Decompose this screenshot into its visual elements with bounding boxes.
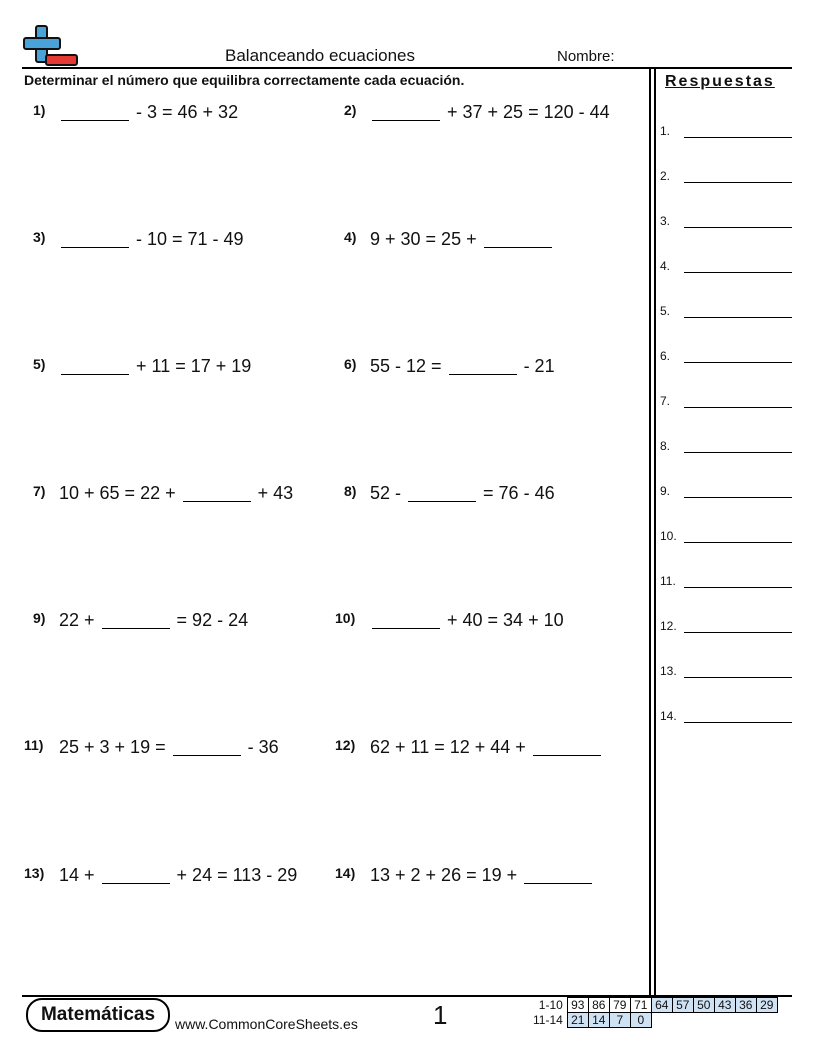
answer-blank[interactable] bbox=[61, 104, 129, 121]
problem-text-after: + 11 = 17 + 19 bbox=[131, 356, 252, 376]
answer-blank[interactable] bbox=[524, 867, 592, 884]
answer-line[interactable] bbox=[684, 137, 792, 138]
problem-text-after: = 92 - 24 bbox=[171, 610, 249, 630]
problem-number: 9) bbox=[33, 610, 46, 626]
answer-blank[interactable] bbox=[183, 485, 251, 502]
answer-column-divider-left bbox=[649, 67, 651, 997]
answer-line[interactable] bbox=[684, 632, 792, 633]
score-key-label: 1-10 bbox=[538, 998, 563, 1012]
answer-number: 10. bbox=[660, 529, 677, 543]
score-key-label: 11-14 bbox=[533, 1013, 563, 1027]
problem-7 bbox=[33, 483, 293, 504]
answer-row bbox=[660, 439, 792, 459]
answer-row bbox=[660, 484, 792, 504]
answer-number: 1. bbox=[660, 124, 671, 138]
score-key-cell: 93 bbox=[567, 998, 588, 1013]
answer-blank[interactable] bbox=[449, 358, 517, 375]
answer-row bbox=[660, 349, 792, 369]
answer-blank[interactable] bbox=[61, 231, 129, 248]
problem-number: 5) bbox=[33, 356, 46, 372]
answer-row bbox=[660, 709, 792, 729]
score-key-empty bbox=[693, 1013, 714, 1028]
score-key-empty bbox=[672, 1013, 693, 1028]
problem-6 bbox=[344, 356, 555, 377]
answer-line[interactable] bbox=[684, 317, 792, 318]
answer-blank[interactable] bbox=[484, 231, 552, 248]
score-key-cell: 71 bbox=[630, 998, 651, 1013]
score-key-cell: 29 bbox=[756, 998, 777, 1013]
problem-14 bbox=[335, 865, 594, 886]
score-key-cell: 43 bbox=[714, 998, 735, 1013]
problem-9 bbox=[33, 610, 248, 631]
answer-number: 7. bbox=[660, 394, 671, 408]
score-key-empty bbox=[735, 1013, 756, 1028]
answer-blank[interactable] bbox=[102, 612, 170, 629]
problem-text-after: - 21 bbox=[518, 356, 555, 376]
problem-number: 11) bbox=[24, 737, 44, 753]
problem-number: 6) bbox=[344, 356, 357, 372]
answer-row bbox=[660, 304, 792, 324]
name-label: Nombre: bbox=[557, 48, 615, 65]
answer-blank[interactable] bbox=[408, 485, 476, 502]
problem-text-after: = 76 - 46 bbox=[478, 483, 555, 503]
answer-blank[interactable] bbox=[173, 739, 241, 756]
problem-text-after: - 3 = 46 + 32 bbox=[131, 102, 239, 122]
answer-number: 5. bbox=[660, 304, 671, 318]
problem-8 bbox=[344, 483, 555, 504]
score-key-cell: 57 bbox=[672, 998, 693, 1013]
answer-number: 9. bbox=[660, 484, 671, 498]
answer-row bbox=[660, 394, 792, 414]
problem-10 bbox=[335, 610, 564, 631]
score-key-row bbox=[530, 998, 777, 1013]
problem-text-before: 9 + 30 = 25 + bbox=[370, 229, 482, 249]
problem-number: 3) bbox=[33, 229, 46, 245]
problem-number: 10) bbox=[335, 610, 356, 626]
answer-number: 2. bbox=[660, 169, 671, 183]
problem-number: 7) bbox=[33, 483, 46, 499]
answer-row bbox=[660, 574, 792, 594]
header-divider bbox=[22, 67, 792, 69]
answer-line[interactable] bbox=[684, 407, 792, 408]
score-key-row bbox=[530, 1013, 777, 1028]
website-url[interactable]: www.CommonCoreSheets.es bbox=[175, 1016, 358, 1032]
score-key-empty bbox=[651, 1013, 672, 1028]
answer-line[interactable] bbox=[684, 542, 792, 543]
score-key-cell: 50 bbox=[693, 998, 714, 1013]
answer-blank[interactable] bbox=[533, 739, 601, 756]
problem-text-before: 55 - 12 = bbox=[370, 356, 447, 376]
answer-line[interactable] bbox=[684, 182, 792, 183]
answer-number: 8. bbox=[660, 439, 671, 453]
answer-row bbox=[660, 529, 792, 549]
problem-text-after: + 40 = 34 + 10 bbox=[442, 610, 564, 630]
problem-text-before: 10 + 65 = 22 + bbox=[59, 483, 181, 503]
score-key-cell: 36 bbox=[735, 998, 756, 1013]
answer-number: 11. bbox=[660, 574, 676, 588]
problem-text-before: 13 + 2 + 26 = 19 + bbox=[370, 865, 523, 885]
problem-number: 8) bbox=[344, 483, 357, 499]
answer-line[interactable] bbox=[684, 677, 792, 678]
problem-2 bbox=[344, 102, 610, 123]
problem-text-before: 14 + bbox=[59, 865, 100, 885]
problem-text-before: 62 + 11 = 12 + 44 + bbox=[370, 737, 531, 757]
answer-row bbox=[660, 214, 792, 234]
answer-number: 12. bbox=[660, 619, 677, 633]
answer-number: 6. bbox=[660, 349, 671, 363]
answers-title: Respuestas bbox=[665, 73, 775, 90]
answer-line[interactable] bbox=[684, 587, 792, 588]
score-key-empty bbox=[714, 1013, 735, 1028]
problem-3 bbox=[33, 229, 244, 250]
problem-13 bbox=[24, 865, 297, 886]
score-key-table bbox=[530, 997, 778, 1028]
score-key-cell: 86 bbox=[588, 998, 609, 1013]
page-number: 1 bbox=[433, 1000, 448, 1030]
answer-blank[interactable] bbox=[102, 867, 170, 884]
problem-text-after: - 10 = 71 - 49 bbox=[131, 229, 244, 249]
answer-line[interactable] bbox=[684, 497, 792, 498]
problem-4 bbox=[344, 229, 554, 250]
score-key-empty bbox=[756, 1013, 777, 1028]
brand-badge: Matemáticas bbox=[26, 998, 170, 1032]
problem-text-after: - 36 bbox=[242, 737, 279, 757]
answer-number: 3. bbox=[660, 214, 671, 228]
answer-row bbox=[660, 619, 792, 639]
problem-12 bbox=[335, 737, 603, 758]
problem-number: 2) bbox=[344, 102, 357, 118]
score-key-cell: 7 bbox=[609, 1013, 630, 1028]
answer-number: 13. bbox=[660, 664, 677, 678]
answer-blank[interactable] bbox=[372, 104, 440, 121]
score-key-cell: 0 bbox=[630, 1013, 651, 1028]
answer-column-divider-right bbox=[654, 67, 656, 997]
score-key-cell: 64 bbox=[651, 998, 672, 1013]
problem-text-before: 52 - bbox=[370, 483, 407, 503]
problem-number: 12) bbox=[335, 737, 356, 753]
score-key-cell: 79 bbox=[609, 998, 630, 1013]
problem-number: 1) bbox=[33, 102, 46, 118]
answer-line[interactable] bbox=[684, 362, 792, 363]
problem-number: 13) bbox=[24, 865, 45, 881]
answer-row bbox=[660, 259, 792, 279]
problem-text-after: + 24 = 113 - 29 bbox=[171, 865, 298, 885]
answer-line[interactable] bbox=[684, 272, 792, 273]
answer-line[interactable] bbox=[684, 227, 792, 228]
problem-text-before: 25 + 3 + 19 = bbox=[59, 737, 171, 757]
answer-line[interactable] bbox=[684, 722, 792, 723]
answer-blank[interactable] bbox=[372, 612, 440, 629]
score-key-cell: 21 bbox=[567, 1013, 588, 1028]
problem-text-after: + 43 bbox=[252, 483, 294, 503]
answer-number: 4. bbox=[660, 259, 671, 273]
problem-11 bbox=[24, 737, 279, 758]
answer-row bbox=[660, 664, 792, 684]
answer-row bbox=[660, 124, 792, 144]
problem-5 bbox=[33, 356, 251, 377]
worksheet-title: Balanceando ecuaciones bbox=[225, 46, 415, 65]
answer-row bbox=[660, 169, 792, 189]
score-key-cell: 14 bbox=[588, 1013, 609, 1028]
problem-text-before: 22 + bbox=[59, 610, 100, 630]
problem-number: 14) bbox=[335, 865, 356, 881]
problem-1 bbox=[33, 102, 238, 123]
answer-blank[interactable] bbox=[61, 358, 129, 375]
instructions: Determinar el número que equilibra correctamente cada ecuación. bbox=[24, 72, 465, 88]
plus-minus-logo-icon bbox=[22, 24, 80, 68]
problem-number: 4) bbox=[344, 229, 357, 245]
answer-number: 14. bbox=[660, 709, 677, 723]
answer-line[interactable] bbox=[684, 452, 792, 453]
problem-text-after: + 37 + 25 = 120 - 44 bbox=[442, 102, 610, 122]
